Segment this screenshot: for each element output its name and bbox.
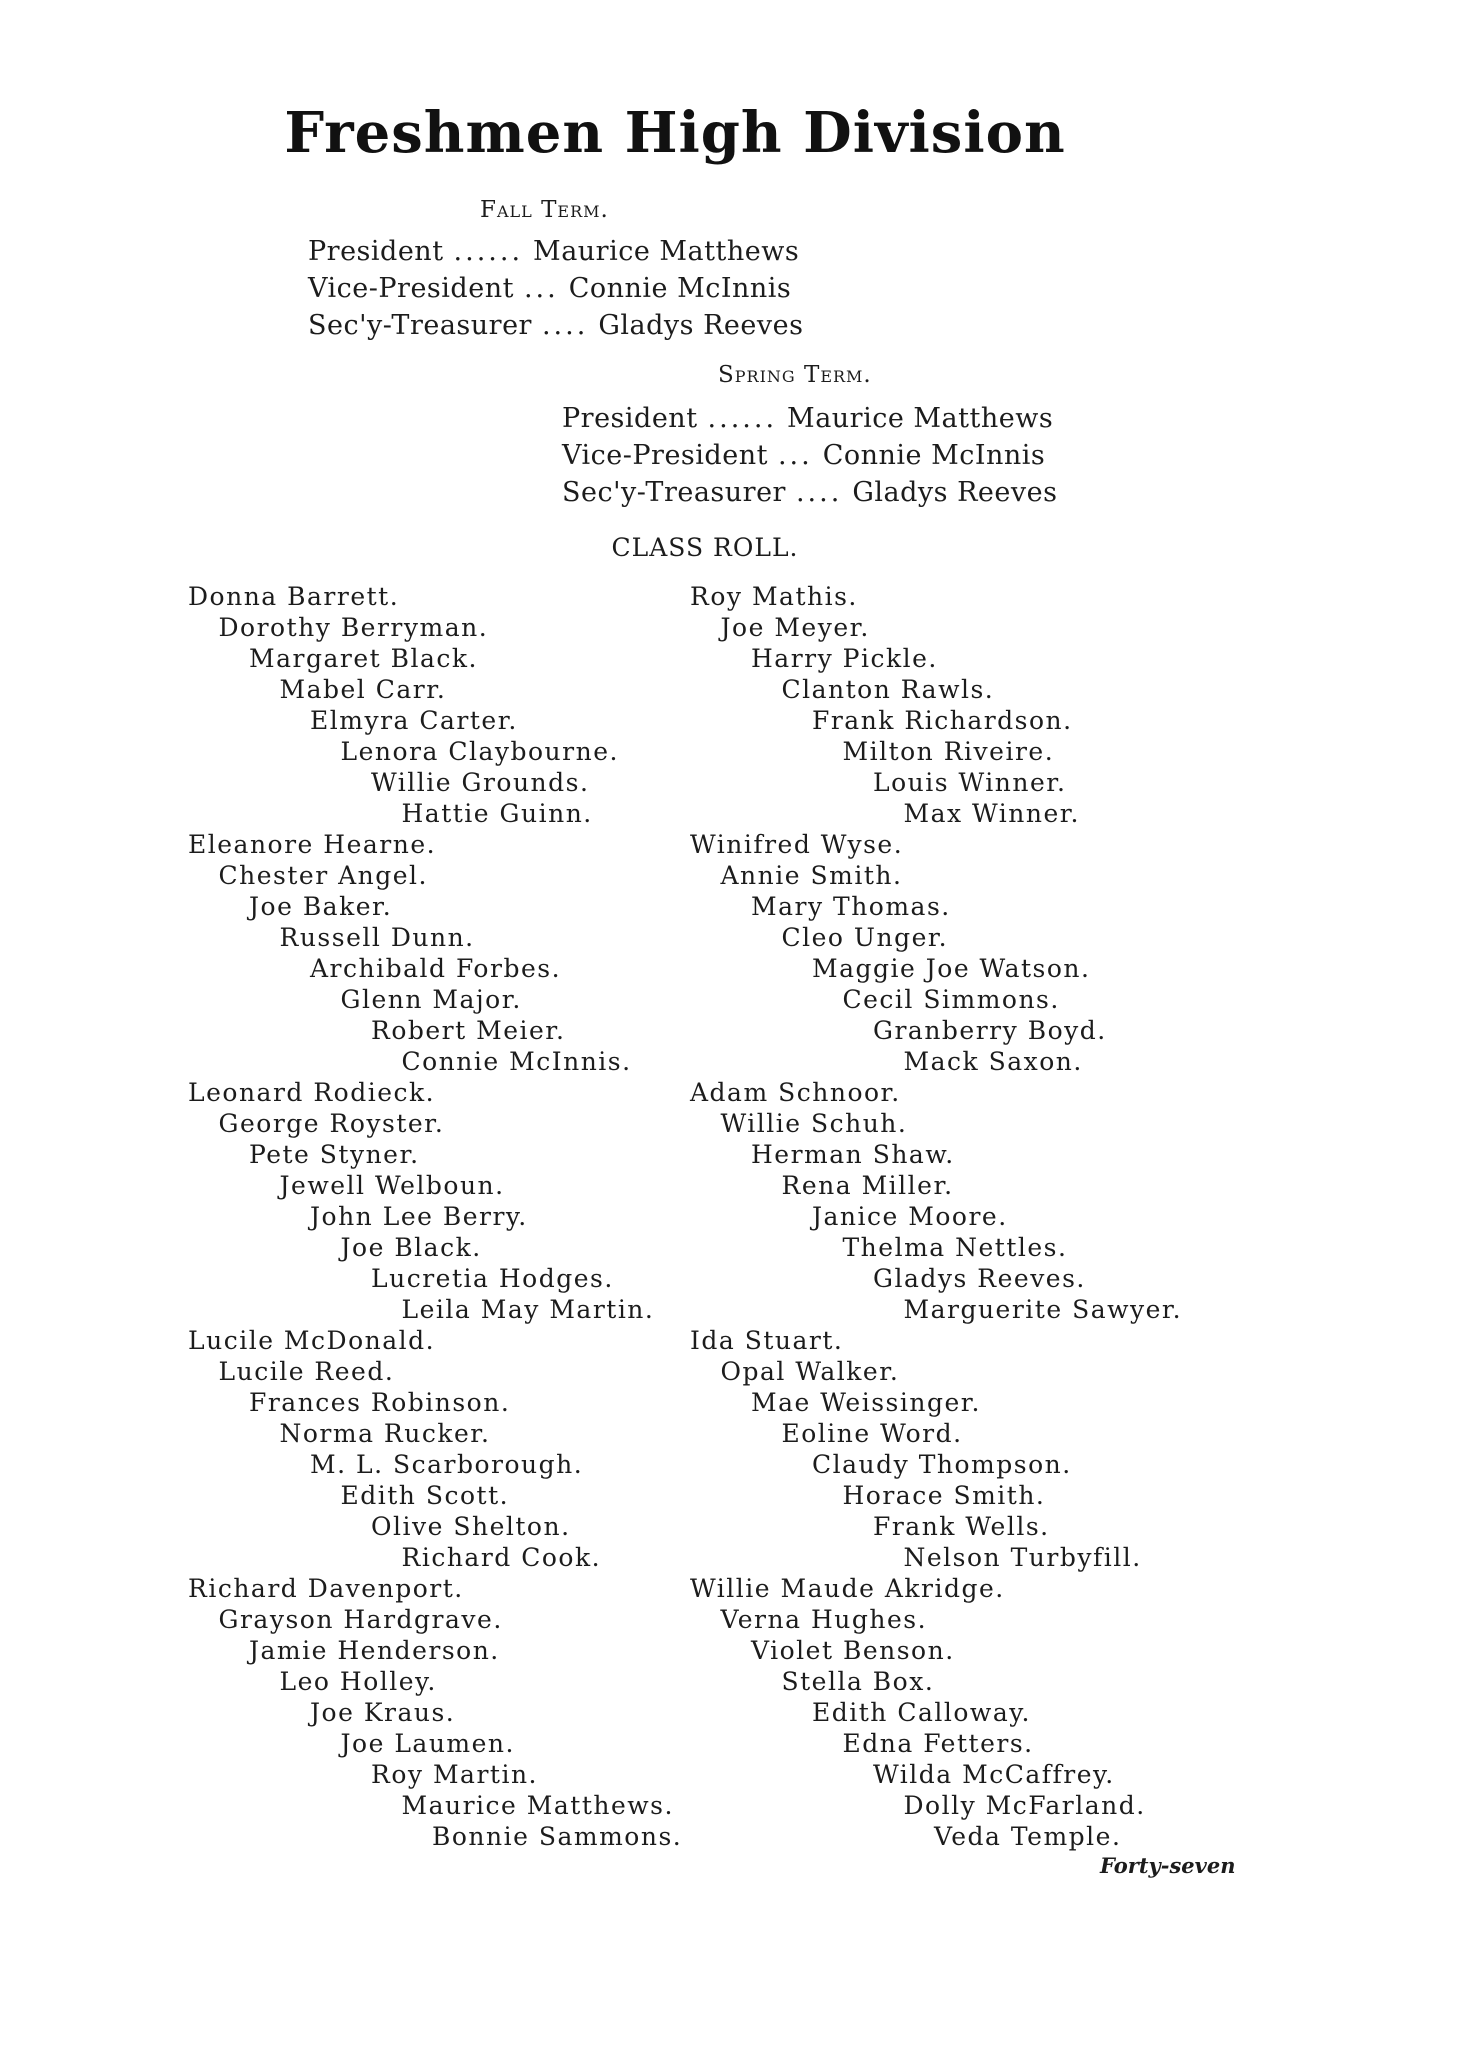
class-roll-name: Margaret Black. bbox=[249, 644, 478, 673]
officer-role: Sec'y-Treasurer bbox=[562, 477, 786, 508]
class-roll-name: Marguerite Sawyer. bbox=[903, 1295, 1183, 1324]
class-roll-name: Mary Thomas. bbox=[751, 892, 951, 921]
class-roll-name: Maggie Joe Watson. bbox=[812, 954, 1091, 983]
officer-name: Maurice Matthews bbox=[787, 403, 1054, 434]
class-roll-name: Wilda McCaffrey. bbox=[873, 1760, 1115, 1789]
class-roll-name: Leonard Rodieck. bbox=[188, 1078, 436, 1107]
class-roll-name: Edith Calloway. bbox=[812, 1698, 1031, 1727]
class-roll-name: Connie McInnis. bbox=[401, 1047, 632, 1076]
class-roll-name: Violet Benson. bbox=[751, 1636, 955, 1665]
class-roll-name: Max Winner. bbox=[903, 799, 1080, 828]
class-roll-name: Roy Mathis. bbox=[690, 582, 858, 611]
page-number: Forty-seven bbox=[1100, 1853, 1236, 1878]
spring-officer-row bbox=[562, 403, 1053, 434]
class-roll-name: Jewell Welboun. bbox=[279, 1171, 505, 1200]
class-roll-name: Maurice Matthews. bbox=[401, 1791, 674, 1820]
class-roll-name: Thelma Nettles. bbox=[842, 1233, 1068, 1262]
officer-name: Connie McInnis bbox=[568, 273, 792, 304]
class-roll-name: Willie Schuh. bbox=[720, 1109, 908, 1138]
class-roll-name: Claudy Thompson. bbox=[812, 1450, 1072, 1479]
officer-name: Gladys Reeves bbox=[598, 310, 804, 341]
class-roll-name: Verna Hughes. bbox=[720, 1605, 928, 1634]
class-roll-name: Horace Smith. bbox=[842, 1481, 1046, 1510]
fall-officer-row bbox=[308, 310, 803, 341]
class-roll-name: Frances Robinson. bbox=[249, 1388, 511, 1417]
class-roll-name: Cleo Unger. bbox=[781, 923, 949, 952]
class-roll-name: Janice Moore. bbox=[812, 1202, 1008, 1231]
class-roll-name: Richard Cook. bbox=[401, 1543, 602, 1572]
officer-name: Connie McInnis bbox=[822, 440, 1046, 471]
class-roll-heading: CLASS ROLL. bbox=[611, 533, 799, 562]
class-roll-name: Lucretia Hodges. bbox=[371, 1264, 614, 1293]
class-roll-name: Frank Richardson. bbox=[812, 706, 1073, 735]
class-roll-name: Eoline Word. bbox=[781, 1419, 963, 1448]
leader-dots: .... bbox=[795, 477, 843, 508]
class-roll-name: Frank Wells. bbox=[873, 1512, 1050, 1541]
page-title: Freshmen High Division bbox=[284, 100, 1066, 166]
class-roll-name: Joe Black. bbox=[340, 1233, 482, 1262]
leader-dots: ... bbox=[523, 273, 559, 304]
class-roll-name: Edna Fetters. bbox=[842, 1729, 1034, 1758]
officer-role: Sec'y-Treasurer bbox=[308, 310, 532, 341]
officer-role: Vice-President bbox=[562, 440, 768, 471]
class-roll-name: Winifred Wyse. bbox=[690, 830, 904, 859]
class-roll-name: John Lee Berry. bbox=[310, 1202, 528, 1231]
class-roll-name: Granberry Boyd. bbox=[873, 1016, 1107, 1045]
class-roll-name: Clanton Rawls. bbox=[781, 675, 995, 704]
class-roll-name: Gladys Reeves. bbox=[873, 1264, 1086, 1293]
class-roll-name: Russell Dunn. bbox=[279, 923, 475, 952]
class-roll-name: Milton Riveire. bbox=[842, 737, 1055, 766]
class-roll-name: Leila May Martin. bbox=[401, 1295, 655, 1324]
class-roll-name: Edith Scott. bbox=[340, 1481, 510, 1510]
leader-dots: ... bbox=[777, 440, 813, 471]
officer-role: Vice-President bbox=[308, 273, 514, 304]
class-roll-name: Grayson Hardgrave. bbox=[218, 1605, 503, 1634]
spring-officer-row bbox=[562, 440, 1045, 471]
class-roll-name: Lucile McDonald. bbox=[188, 1326, 436, 1355]
class-roll-name: Pete Styner. bbox=[249, 1140, 420, 1169]
class-roll-name: Eleanore Hearne. bbox=[188, 830, 437, 859]
class-roll-name: Mabel Carr. bbox=[279, 675, 447, 704]
class-roll-name: Opal Walker. bbox=[720, 1357, 900, 1386]
class-roll-name: Veda Temple. bbox=[934, 1822, 1122, 1851]
class-roll-name: Rena Miller. bbox=[781, 1171, 954, 1200]
class-roll-name: Cecil Simmons. bbox=[842, 985, 1060, 1014]
officer-role: President bbox=[308, 236, 444, 267]
class-roll-name: Ida Stuart. bbox=[690, 1326, 844, 1355]
class-roll-name: Donna Barrett. bbox=[188, 582, 400, 611]
class-roll-name: Annie Smith. bbox=[720, 861, 903, 890]
class-roll-name: Stella Box. bbox=[781, 1667, 935, 1696]
class-roll-name: Adam Schnoor. bbox=[690, 1078, 901, 1107]
class-roll-name: Joe Meyer. bbox=[720, 613, 870, 642]
fall-term-heading: Fall Term. bbox=[480, 197, 609, 223]
class-roll-name: Joe Baker. bbox=[249, 892, 393, 921]
class-roll-name: Dorothy Berryman. bbox=[218, 613, 489, 642]
class-roll-name: Archibald Forbes. bbox=[310, 954, 562, 983]
class-roll-name: Hattie Guinn. bbox=[401, 799, 593, 828]
class-roll-name: Lenora Claybourne. bbox=[340, 737, 619, 766]
spring-officer-row bbox=[562, 477, 1057, 508]
class-roll-name: Harry Pickle. bbox=[751, 644, 938, 673]
spring-term-heading: Spring Term. bbox=[718, 362, 872, 388]
leader-dots: ...... bbox=[707, 403, 778, 434]
class-roll-name: Nelson Turbyfill. bbox=[903, 1543, 1142, 1572]
class-roll-name: Robert Meier. bbox=[371, 1016, 566, 1045]
class-roll-name: Joe Laumen. bbox=[340, 1729, 515, 1758]
officer-role: President bbox=[562, 403, 698, 434]
officer-name: Gladys Reeves bbox=[852, 477, 1058, 508]
class-roll-name: Mae Weissinger. bbox=[751, 1388, 981, 1417]
class-roll-name: Willie Grounds. bbox=[371, 768, 590, 797]
class-roll-name: Lucile Reed. bbox=[218, 1357, 395, 1386]
class-roll-name: Glenn Major. bbox=[340, 985, 522, 1014]
class-roll-name: Chester Angel. bbox=[218, 861, 428, 890]
class-roll-name: Joe Kraus. bbox=[310, 1698, 456, 1727]
leader-dots: .... bbox=[541, 310, 589, 341]
fall-officer-row bbox=[308, 236, 799, 267]
class-roll-name: Norma Rucker. bbox=[279, 1419, 491, 1448]
class-roll-name: Bonnie Sammons. bbox=[432, 1822, 683, 1851]
class-roll-name: M. L. Scarborough. bbox=[310, 1450, 584, 1479]
class-roll-name: Jamie Henderson. bbox=[249, 1636, 500, 1665]
fall-officer-row bbox=[308, 273, 791, 304]
class-roll-name: Elmyra Carter. bbox=[310, 706, 518, 735]
class-roll-name: George Royster. bbox=[218, 1109, 445, 1138]
class-roll-name: Roy Martin. bbox=[371, 1760, 538, 1789]
class-roll-name: Louis Winner. bbox=[873, 768, 1067, 797]
class-roll-name: Leo Holley. bbox=[279, 1667, 437, 1696]
officer-name: Maurice Matthews bbox=[533, 236, 800, 267]
class-roll-name: Dolly McFarland. bbox=[903, 1791, 1146, 1820]
class-roll-name: Willie Maude Akridge. bbox=[690, 1574, 1005, 1603]
leader-dots: ...... bbox=[453, 236, 524, 267]
class-roll-name: Olive Shelton. bbox=[371, 1512, 571, 1541]
class-roll-name: Herman Shaw. bbox=[751, 1140, 955, 1169]
class-roll-name: Mack Saxon. bbox=[903, 1047, 1083, 1076]
class-roll-name: Richard Davenport. bbox=[188, 1574, 464, 1603]
